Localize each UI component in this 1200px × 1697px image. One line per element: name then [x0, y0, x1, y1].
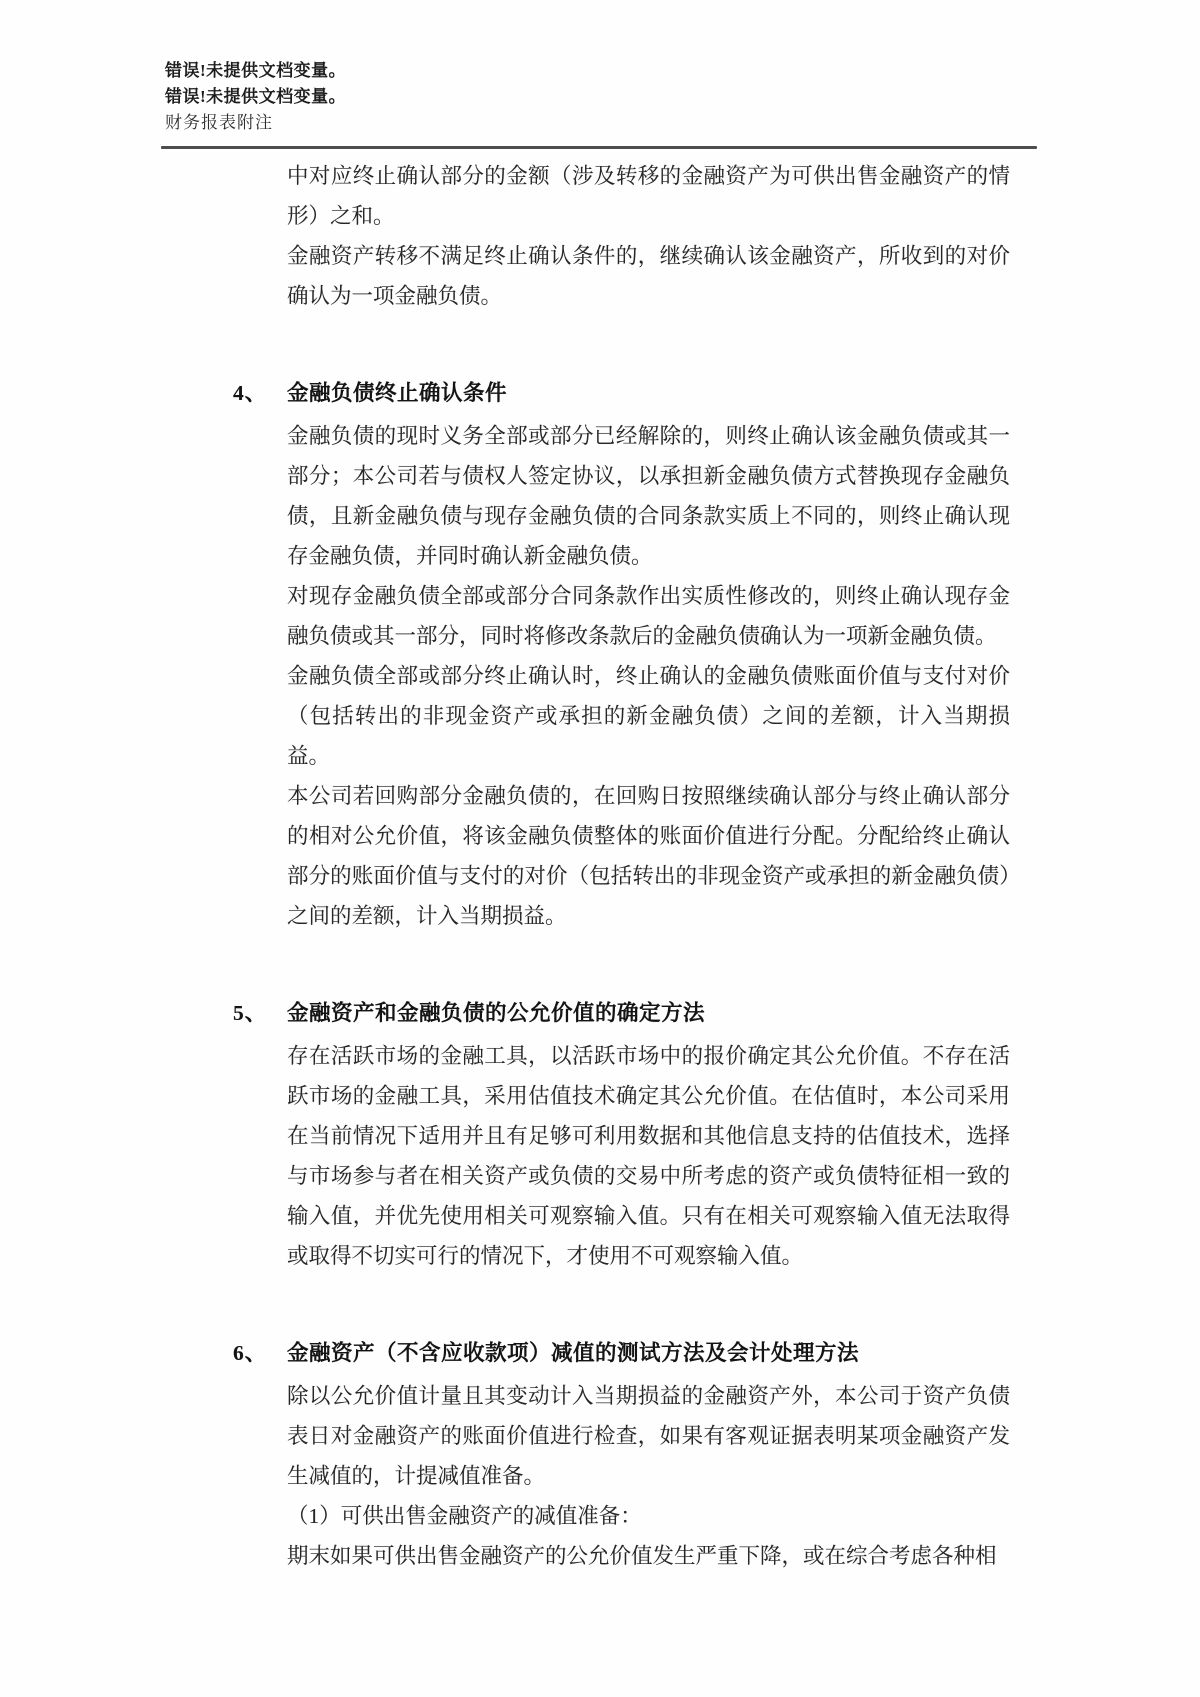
document-body	[233, 156, 1010, 1576]
body-paragraph: 金融负债的现时义务全部或部分已经解除的，则终止确认该金融负债或其一部分；本公司若与债权人签定协议，以承担新金融负债方式替换现存金融负债，且新金融负债与现存金融负债的合同条款实质上不同的，则终止确认现存金融负债，并同时确认新金融负债。	[287, 424, 1010, 568]
page-header	[165, 58, 346, 136]
body-paragraph: 对现存金融负债全部或部分合同条款作出实质性修改的，则终止确认现存金融负债或其一部分，同时将修改条款后的金融负债确认为一项新金融负债。	[287, 584, 1010, 648]
notes-section	[233, 993, 1010, 1276]
section-heading	[233, 373, 1010, 413]
notes-section	[233, 373, 1010, 936]
header-doc-title: 财务报表附注	[165, 113, 273, 132]
section-number: 4、	[233, 381, 268, 405]
section-title: 金融资产和金融负债的公允价值的确定方法	[287, 1001, 706, 1025]
body-paragraph: 中对应终止确认部分的金额（涉及转移的金融资产为可供出售金融资产的情形）之和。	[287, 164, 1010, 228]
header-divider	[161, 146, 1037, 149]
section-title: 金融资产（不含应收款项）减值的测试方法及会计处理方法	[287, 1341, 860, 1365]
body-paragraph: 金融资产转移不满足终止确认条件的，继续确认该金融资产，所收到的对价确认为一项金融负债。	[287, 244, 1010, 308]
section-number: 6、	[233, 1341, 268, 1365]
section-heading	[233, 993, 1010, 1033]
body-paragraph: 存在活跃市场的金融工具，以活跃市场中的报价确定其公允价值。不存在活跃市场的金融工具，采用估值技术确定其公允价值。在估值时，本公司采用在当前情况下适用并且有足够可利用数据和其他信息支持的估值技术，选择与市场参与者在相关资产或负债的交易中所考虑的资产或负债特征相一致的输入值，并优先使用相关可观察输入值。只有在相关可观察输入值无法取得或取得不切实可行的情况下，才使用不可观察输入值。	[287, 1044, 1010, 1268]
body-paragraph: 除以公允价值计量且其变动计入当期损益的金融资产外，本公司于资产负债表日对金融资产的账面价值进行检查，如果有客观证据表明某项金融资产发生减值的，计提减值准备。	[287, 1384, 1010, 1488]
body-paragraph: 金融负债全部或部分终止确认时，终止确认的金融负债账面价值与支付对价（包括转出的非现金资产或承担的新金融负债）之间的差额，计入当期损益。	[287, 664, 1010, 768]
notes-section	[233, 1333, 1010, 1576]
header-error-line-2: 错误!未提供文档变量。	[165, 87, 347, 106]
header-error-line-1: 错误!未提供文档变量。	[165, 61, 347, 80]
body-paragraph: 本公司若回购部分金融负债的，在回购日按照继续确认部分与终止确认部分的相对公允价值，将该金融负债整体的账面价值进行分配。分配给终止确认部分的账面价值与支付的对价（包括转出的非现金资产或承担的新金融负债）之间的差额，计入当期损益。	[287, 784, 1010, 928]
section-number: 5、	[233, 1001, 268, 1025]
section-heading	[233, 1333, 1010, 1373]
body-paragraph: （1）可供出售金融资产的减值准备：	[287, 1504, 642, 1528]
body-paragraph: 期末如果可供出售金融资产的公允价值发生严重下降，或在综合考虑各种相	[287, 1544, 997, 1568]
section-title: 金融负债终止确认条件	[287, 381, 508, 405]
